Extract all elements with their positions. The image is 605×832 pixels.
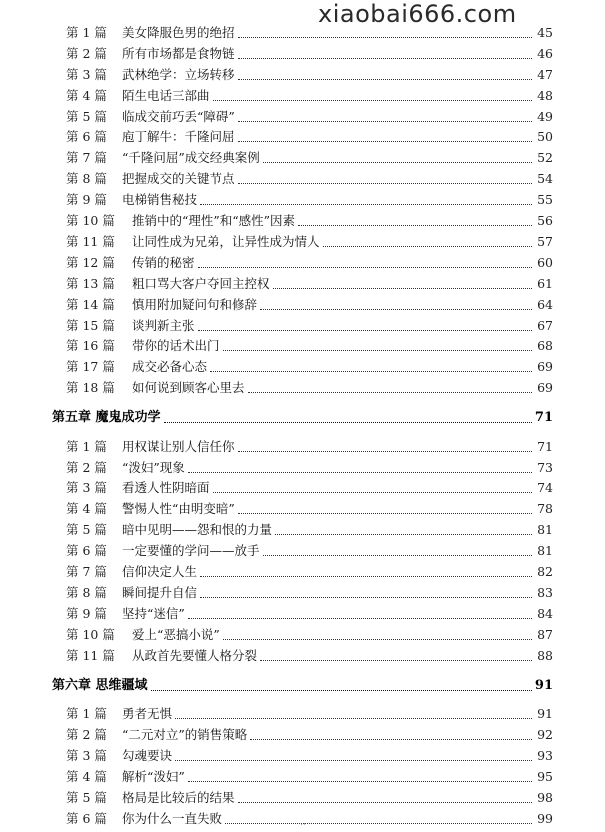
entry-number: 第 6 篇	[66, 810, 107, 826]
toc-entry[interactable]	[66, 233, 553, 251]
entry-number: 第 16 篇	[66, 338, 115, 354]
dot-leader	[238, 512, 532, 514]
entry-title: 临成交前巧丢“障碍”	[122, 108, 235, 124]
entry-title: 武林绝学：立场转移	[122, 66, 235, 82]
entry-page-number: 49	[537, 108, 553, 124]
dot-leader	[213, 491, 532, 493]
entry-page-number: 92	[537, 726, 553, 742]
entry-title: “千隆问屈”成交经典案例	[122, 150, 260, 166]
entry-number: 第 1 篇	[66, 438, 107, 454]
entry-number: 第 18 篇	[66, 380, 115, 396]
toc-entry[interactable]	[66, 275, 553, 293]
entry-number: 第 14 篇	[66, 296, 115, 312]
entry-page-number: 50	[537, 129, 553, 145]
toc-entry[interactable]	[66, 212, 553, 230]
toc-entry[interactable]	[66, 337, 553, 355]
entry-number: 第 4 篇	[66, 501, 107, 517]
entry-page-number: 45	[537, 25, 553, 40]
entry-number: 第 5 篇	[66, 789, 107, 805]
entry-number: 第 8 篇	[66, 584, 107, 600]
entry-page-number: 54	[537, 171, 553, 187]
dot-leader	[151, 689, 532, 691]
toc-entry[interactable]	[66, 87, 553, 105]
toc-entry[interactable]	[66, 789, 553, 807]
toc-entry[interactable]	[66, 191, 553, 209]
entry-number: 第 2 篇	[66, 45, 107, 61]
entry-title: 爱上“恶搞小说”	[132, 626, 220, 642]
entry-page-number: 69	[537, 380, 553, 396]
dot-leader	[263, 161, 532, 163]
toc-entry[interactable]	[66, 605, 553, 623]
entry-page-number: 61	[537, 275, 553, 291]
toc-chapter-heading[interactable]	[52, 676, 553, 696]
entry-number: 第 10 篇	[66, 626, 115, 642]
entry-page-number: 87	[537, 626, 553, 642]
entry-number: 第 3 篇	[66, 480, 107, 496]
dot-leader	[223, 638, 532, 640]
entry-page-number: 98	[537, 789, 553, 805]
page-footer-mark: ··	[300, 820, 306, 830]
watermark: xiaobai666.com	[318, 0, 517, 28]
entry-page-number: 99	[537, 810, 553, 826]
entry-number: 第 5 篇	[66, 108, 107, 124]
entry-title: 成交必备心态	[132, 359, 208, 375]
entry-title: 电梯销售秘技	[122, 192, 198, 208]
entry-page-number: 67	[537, 317, 553, 333]
toc-entry[interactable]	[66, 128, 553, 146]
entry-number: 第 10 篇	[66, 213, 115, 229]
toc-entry[interactable]	[66, 542, 553, 560]
entry-page-number: 55	[537, 192, 553, 208]
toc-entry[interactable]	[66, 379, 553, 397]
dot-leader	[238, 182, 532, 184]
entry-page-number: 95	[537, 768, 553, 784]
entry-title: 如何说到顾客心里去	[132, 380, 245, 396]
entry-number: 第 7 篇	[66, 564, 107, 580]
dot-leader	[260, 659, 532, 661]
entry-number: 第 9 篇	[66, 605, 107, 621]
entry-title: 格局是比较后的结果	[122, 789, 235, 805]
toc-entry[interactable]	[66, 254, 553, 272]
dot-leader	[200, 596, 532, 598]
entry-page-number: 64	[537, 296, 553, 312]
entry-title: “泼妇”现象	[122, 459, 185, 475]
entry-page-number: 83	[537, 584, 553, 600]
entry-title: 你为什么一直失败	[122, 810, 223, 826]
entry-title: 推销中的“理性”和“感性”因素	[132, 213, 296, 229]
toc-entry[interactable]	[66, 438, 553, 456]
chapter-title: 第六章 思维疆域	[52, 677, 148, 693]
toc-entry[interactable]	[66, 296, 553, 314]
dot-leader	[200, 203, 532, 205]
dot-leader	[238, 801, 532, 803]
entry-number: 第 2 篇	[66, 459, 107, 475]
entry-title: 所有市场都是食物链	[122, 45, 235, 61]
chapter-page-number: 91	[534, 677, 553, 693]
entry-title: 坚持“迷信”	[122, 605, 185, 621]
entry-number: 第 13 篇	[66, 275, 115, 291]
dot-leader	[223, 349, 532, 351]
toc-entry[interactable]	[66, 358, 553, 376]
entry-number: 第 4 篇	[66, 768, 107, 784]
dot-leader	[238, 120, 532, 122]
toc-entry[interactable]	[66, 726, 553, 744]
entry-title: 让同性成为兄弟，让异性成为情人	[132, 233, 320, 249]
dot-leader	[263, 554, 532, 556]
toc-entry[interactable]	[66, 810, 553, 828]
entry-title: 勇者无惧	[122, 706, 173, 722]
entry-number: 第 5 篇	[66, 522, 107, 538]
entry-number: 第 6 篇	[66, 129, 107, 145]
entry-page-number: 56	[537, 213, 553, 229]
dot-leader	[213, 99, 532, 101]
entry-title: 瞬间提升自信	[122, 584, 198, 600]
dot-leader	[238, 36, 532, 38]
entry-number: 第 11 篇	[66, 647, 115, 663]
entry-page-number: 71	[537, 438, 553, 454]
entry-page-number: 48	[537, 87, 553, 103]
entry-title: 传销的秘密	[132, 254, 195, 270]
entry-number: 第 9 篇	[66, 192, 107, 208]
entry-number: 第 2 篇	[66, 726, 107, 742]
toc-entry[interactable]	[66, 705, 553, 723]
entry-page-number: 91	[537, 706, 553, 722]
entry-title: “二元对立”的销售策略	[122, 726, 248, 742]
dot-leader	[164, 421, 532, 423]
entry-title: 用权谋让别人信任你	[122, 438, 235, 454]
entry-title: 粗口骂大客户夺回主控权	[132, 275, 270, 291]
entry-title: 从政首先要懂人格分裂	[132, 647, 258, 663]
chapter-page-number: 71	[534, 410, 553, 426]
dot-leader	[188, 780, 532, 782]
entry-page-number: 73	[537, 459, 553, 475]
chapter-title: 第五章 魔鬼成功学	[52, 410, 161, 426]
toc-entry[interactable]	[66, 747, 553, 765]
toc-entry[interactable]	[66, 500, 553, 518]
entry-number: 第 12 篇	[66, 254, 115, 270]
entry-title: 勾魂要诀	[122, 747, 173, 763]
toc-entry[interactable]	[66, 317, 553, 335]
entry-number: 第 6 篇	[66, 543, 107, 559]
dot-leader	[298, 224, 532, 226]
dot-leader	[210, 370, 532, 372]
dot-leader	[238, 78, 532, 80]
entry-page-number: 78	[537, 501, 553, 517]
dot-leader	[175, 759, 532, 761]
entry-title: 美女降服色男的绝招	[122, 25, 235, 40]
entry-page-number: 46	[537, 45, 553, 61]
dot-leader	[198, 329, 532, 331]
entry-page-number: 69	[537, 359, 553, 375]
entry-title: 庖丁解牛：千隆问屈	[122, 129, 235, 145]
dot-leader	[200, 575, 532, 577]
dot-leader	[238, 450, 532, 452]
entry-number: 第 8 篇	[66, 171, 107, 187]
entry-number: 第 1 篇	[66, 706, 107, 722]
entry-title: 带你的话术出门	[132, 338, 220, 354]
entry-number: 第 3 篇	[66, 747, 107, 763]
entry-title: 警惕人性“由明变暗”	[122, 501, 235, 517]
toc-entry[interactable]	[66, 66, 553, 84]
toc-entry[interactable]	[66, 479, 553, 497]
entry-page-number: 88	[537, 647, 553, 663]
dot-leader	[323, 245, 532, 247]
entry-title: 一定要懂的学问——放手	[122, 543, 260, 559]
entry-title: 看透人性阴暗面	[122, 480, 210, 496]
entry-page-number: 74	[537, 480, 553, 496]
toc-entry[interactable]	[66, 521, 553, 539]
toc-entry[interactable]	[66, 768, 553, 786]
toc-entry[interactable]	[66, 647, 553, 665]
dot-leader	[175, 717, 532, 719]
entry-number: 第 1 篇	[66, 25, 107, 40]
toc-chapter-heading[interactable]	[52, 408, 553, 428]
entry-title: 把握成交的关键节点	[122, 171, 235, 187]
entry-number: 第 7 篇	[66, 150, 107, 166]
toc-entry[interactable]	[66, 149, 553, 167]
entry-page-number: 57	[537, 233, 553, 249]
toc-entry[interactable]	[66, 563, 553, 581]
dot-leader	[273, 287, 532, 289]
dot-leader	[238, 57, 532, 59]
dot-leader	[260, 308, 532, 310]
entry-number: 第 4 篇	[66, 87, 107, 103]
dot-leader	[188, 471, 532, 473]
entry-title: 慎用附加疑问句和修辞	[132, 296, 258, 312]
entry-number: 第 15 篇	[66, 317, 115, 333]
toc-entry[interactable]	[66, 459, 553, 477]
entry-title: 信仰决定人生	[122, 564, 198, 580]
dot-leader	[275, 533, 532, 535]
entry-page-number: 47	[537, 66, 553, 82]
dot-leader	[198, 266, 532, 268]
toc-entry[interactable]	[66, 584, 553, 602]
entry-title: 暗中见明——怨和恨的力量	[122, 522, 273, 538]
dot-leader	[188, 617, 532, 619]
entry-page-number: 60	[537, 254, 553, 270]
dot-leader	[238, 140, 532, 142]
entry-page-number: 84	[537, 605, 553, 621]
entry-title: 陌生电话三部曲	[122, 87, 210, 103]
entry-title: 谈判新主张	[132, 317, 195, 333]
toc-entry[interactable]	[66, 626, 553, 644]
toc-entry[interactable]	[66, 45, 553, 63]
entry-page-number: 68	[537, 338, 553, 354]
entry-number: 第 11 篇	[66, 233, 115, 249]
entry-page-number: 52	[537, 150, 553, 166]
toc-entry[interactable]	[66, 170, 553, 188]
entry-page-number: 81	[537, 522, 553, 538]
entry-page-number: 93	[537, 747, 553, 763]
dot-leader	[225, 822, 532, 824]
entry-page-number: 81	[537, 543, 553, 559]
entry-number: 第 17 篇	[66, 359, 115, 375]
entry-page-number: 82	[537, 564, 553, 580]
toc-entry[interactable]	[66, 108, 553, 126]
dot-leader	[248, 391, 532, 393]
dot-leader	[250, 738, 532, 740]
entry-number: 第 3 篇	[66, 66, 107, 82]
entry-title: 解析“泼妇”	[122, 768, 185, 784]
